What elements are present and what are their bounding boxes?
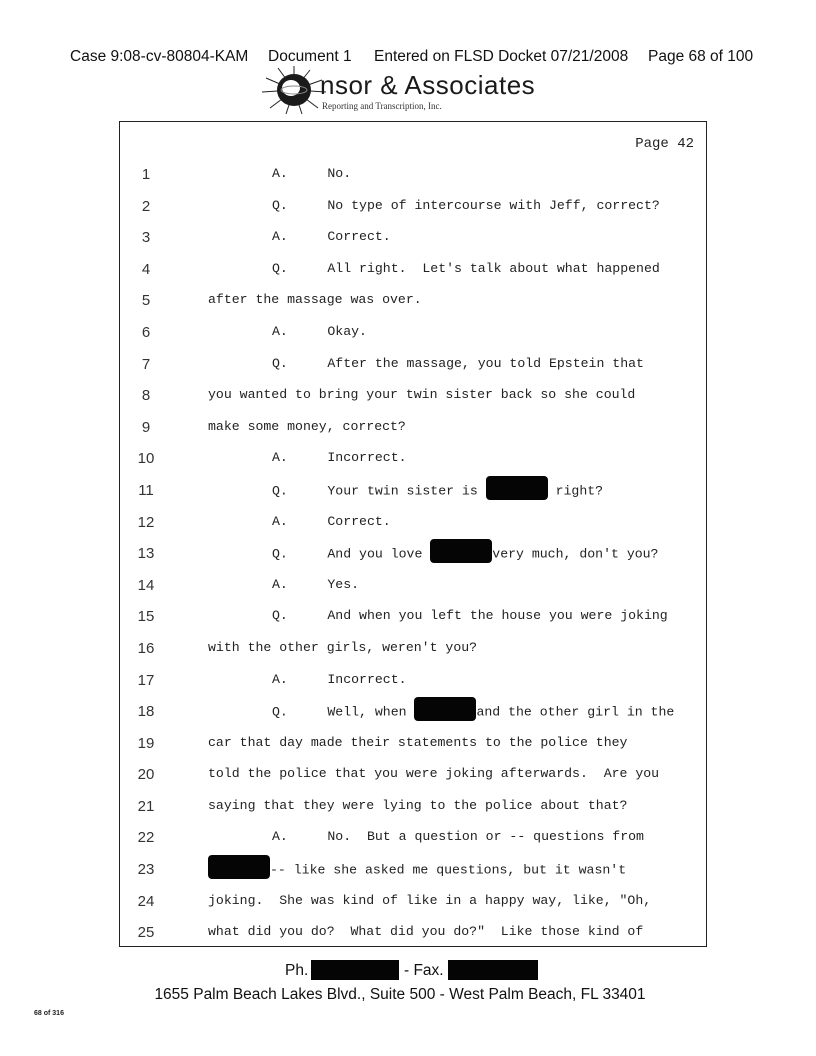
line-text-segment: Q. All right. Let's talk about what happened [272, 260, 660, 276]
line-number: 22 [137, 829, 155, 847]
line-number: 13 [137, 545, 155, 563]
transcript-line [120, 162, 706, 194]
line-number: 23 [137, 861, 155, 879]
transcript-line [120, 446, 706, 478]
company-tagline: Reporting and Transcription, Inc. [322, 101, 442, 111]
line-text [272, 261, 660, 276]
line-text [272, 356, 644, 371]
line-text [272, 450, 407, 465]
line-number: 1 [141, 166, 151, 183]
line-number: 24 [137, 892, 155, 910]
line-text [272, 703, 674, 721]
line-number: 6 [141, 323, 151, 341]
reporter-logo [258, 64, 558, 116]
transcript-lines [120, 162, 706, 952]
line-text [272, 829, 644, 844]
transcript-line [120, 288, 706, 320]
transcript-page-number: Page 42 [635, 136, 694, 152]
line-text-segment: A. Correct. [272, 513, 391, 529]
transcript-page [119, 121, 707, 947]
transcript-line [120, 825, 706, 857]
line-number: 16 [137, 639, 155, 657]
line-text-segment: very much, don't you? [492, 546, 659, 562]
line-text-segment: Q. And you love [272, 546, 431, 562]
line-number: 20 [137, 766, 155, 784]
line-number: 15 [137, 608, 155, 626]
phone-label: Ph. [285, 962, 309, 979]
line-text-segment: A. No. But a question or -- questions from [272, 829, 644, 845]
transcript-line [120, 415, 706, 447]
line-text [208, 893, 651, 908]
transcript-line [120, 510, 706, 542]
line-text [272, 608, 668, 623]
line-text [272, 198, 660, 213]
line-text-segment: A. Incorrect. [272, 450, 407, 466]
redaction-block [414, 697, 476, 721]
line-text-segment: with the other girls, weren't you? [208, 639, 478, 655]
line-text [208, 924, 643, 939]
office-address [0, 986, 816, 1004]
line-text [272, 166, 351, 181]
line-text-segment: Q. Well, when [272, 704, 415, 720]
line-text [208, 861, 626, 879]
line-number: 25 [137, 924, 155, 942]
line-text-segment: Q. And when you left the house you were joking [272, 608, 668, 624]
address-text: 1655 Palm Beach Lakes Blvd., Suite 500 - West Palm Beach, FL 33401 [154, 986, 646, 1003]
transcript-line [120, 794, 706, 826]
line-text-segment: -- like she asked me questions, but it wasn't [270, 862, 627, 878]
transcript-line [120, 731, 706, 763]
line-number: 21 [137, 797, 155, 815]
line-text [208, 798, 627, 813]
page-of-total: Page 68 of 100 [648, 48, 754, 65]
line-number: 19 [137, 734, 155, 752]
line-number: 2 [141, 197, 151, 215]
line-text-segment: Q. Your twin sister is [272, 483, 486, 499]
line-text [208, 766, 659, 781]
line-text-segment: what did you do? What did you do?" Like those kind of [208, 924, 644, 940]
line-number: 17 [137, 671, 155, 689]
line-number: 10 [137, 450, 155, 468]
fax-label: - Fax. [404, 962, 444, 979]
line-text [208, 640, 477, 655]
line-text-segment: Q. After the massage, you told Epstein that [272, 355, 644, 371]
transcript-line [120, 257, 706, 289]
line-number: 5 [141, 292, 151, 310]
line-number: 8 [141, 387, 151, 405]
line-text-segment: make some money, correct? [208, 418, 406, 434]
line-text [272, 514, 391, 529]
transcript-line [120, 573, 706, 605]
case-number: Case 9:08-cv-80804-KAM [70, 48, 249, 65]
line-text-segment: A. Okay. [272, 323, 367, 339]
line-text-segment: A. Correct. [272, 229, 391, 245]
line-text [272, 324, 367, 339]
line-text-segment: joking. She was kind of like in a happy way, like, "Oh, [208, 892, 652, 908]
transcript-line [120, 478, 706, 510]
document-number: Document 1 [268, 48, 352, 65]
line-text-segment: right? [547, 483, 604, 499]
line-number: 14 [137, 576, 155, 594]
line-text-segment: A. Incorrect. [272, 671, 407, 687]
line-text-segment: A. Yes. [272, 576, 360, 592]
transcript-line [120, 920, 706, 952]
redaction-block [208, 855, 270, 879]
transcript-line [120, 194, 706, 226]
transcript-line [120, 889, 706, 921]
line-number: 4 [141, 260, 151, 278]
line-text [272, 577, 359, 592]
line-text [208, 292, 422, 307]
transcript-line [120, 604, 706, 636]
line-text-segment: Q. No type of intercourse with Jeff, correct? [272, 197, 660, 213]
line-text-segment: A. No. [272, 166, 352, 181]
transcript-line [120, 383, 706, 415]
line-number: 18 [137, 703, 155, 721]
line-text [272, 545, 658, 563]
line-number: 12 [137, 513, 155, 531]
line-text [272, 672, 407, 687]
transcript-line [120, 668, 706, 700]
line-number: 7 [141, 355, 151, 373]
company-name: nsor & Associates [320, 70, 536, 100]
line-text-segment: after the massage was over. [208, 292, 422, 308]
redaction-block [486, 476, 548, 500]
transcript-line [120, 225, 706, 257]
redaction-block [430, 539, 492, 563]
pdf-page-count: 68 of 316 [34, 1010, 64, 1017]
line-text [208, 735, 627, 750]
docket-entry-date: Entered on FLSD Docket 07/21/2008 [374, 48, 629, 65]
line-text [272, 482, 603, 500]
transcript-line [120, 762, 706, 794]
transcript-line [120, 857, 706, 889]
line-text-segment: and the other girl in the [476, 704, 675, 720]
line-number: 11 [138, 481, 154, 499]
line-number: 3 [141, 229, 151, 247]
transcript-line [120, 699, 706, 731]
line-text-segment: you wanted to bring your twin sister back so she could [208, 387, 636, 403]
line-text-segment: told the police that you were joking afterwards. Are you [208, 766, 660, 782]
transcript-line [120, 352, 706, 384]
line-text [208, 419, 406, 434]
line-text-segment: saying that they were lying to the police about that? [208, 797, 628, 813]
line-text [272, 229, 391, 244]
line-text [208, 387, 635, 402]
transcript-line [120, 320, 706, 352]
transcript-line [120, 541, 706, 573]
fax-redaction [448, 960, 538, 980]
transcript-line [120, 636, 706, 668]
phone-redaction [311, 960, 399, 980]
line-number: 9 [141, 418, 151, 436]
line-text-segment: car that day made their statements to the police they [208, 734, 628, 750]
